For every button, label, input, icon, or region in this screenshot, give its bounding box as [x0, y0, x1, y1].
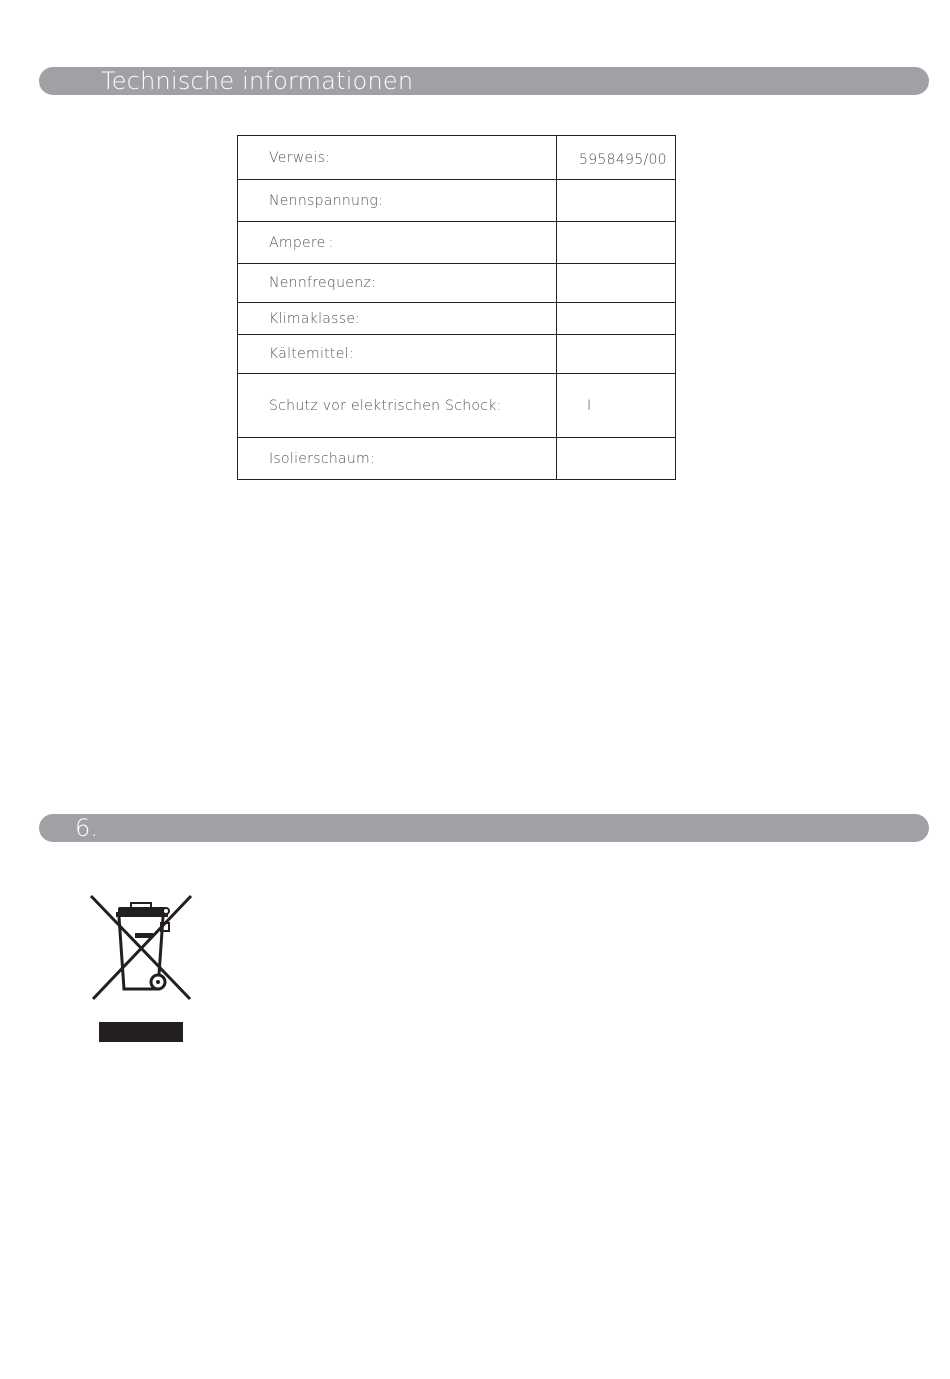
spec-value: [557, 180, 676, 222]
spec-value: [557, 335, 676, 374]
table-row: [238, 180, 676, 222]
spec-value: 5958495/00: [557, 136, 676, 180]
table-row: [238, 335, 676, 374]
spec-label: Isolierschaum:: [238, 438, 557, 480]
spec-label: Ampere :: [238, 222, 557, 264]
section-header-6: [39, 814, 929, 842]
spec-label: Klimaklasse:: [238, 303, 557, 335]
weee-black-bar: [99, 1022, 183, 1042]
section-number: 6.: [75, 814, 99, 842]
spec-value: [557, 222, 676, 264]
technical-specs-table: [237, 135, 676, 480]
spec-label: Verweis:: [238, 136, 557, 180]
spec-value: [557, 438, 676, 480]
section-header-technical-info: [39, 67, 929, 95]
spec-value: [557, 303, 676, 335]
table-row: [238, 136, 676, 180]
table-row: [238, 222, 676, 264]
section-title: Technische informationen: [101, 67, 414, 95]
table-row: [238, 264, 676, 303]
spec-value: I: [557, 374, 676, 438]
spec-value: [557, 264, 676, 303]
table-row: [238, 438, 676, 480]
crossed-out-wheelie-bin-icon: [88, 893, 194, 1005]
spec-label: Nennfrequenz:: [238, 264, 557, 303]
table-row: [238, 374, 676, 438]
spec-label: Kältemittel:: [238, 335, 557, 374]
spec-label: Nennspannung:: [238, 180, 557, 222]
spec-label: Schutz vor elektrischen Schock:: [238, 374, 557, 438]
table-row: [238, 303, 676, 335]
